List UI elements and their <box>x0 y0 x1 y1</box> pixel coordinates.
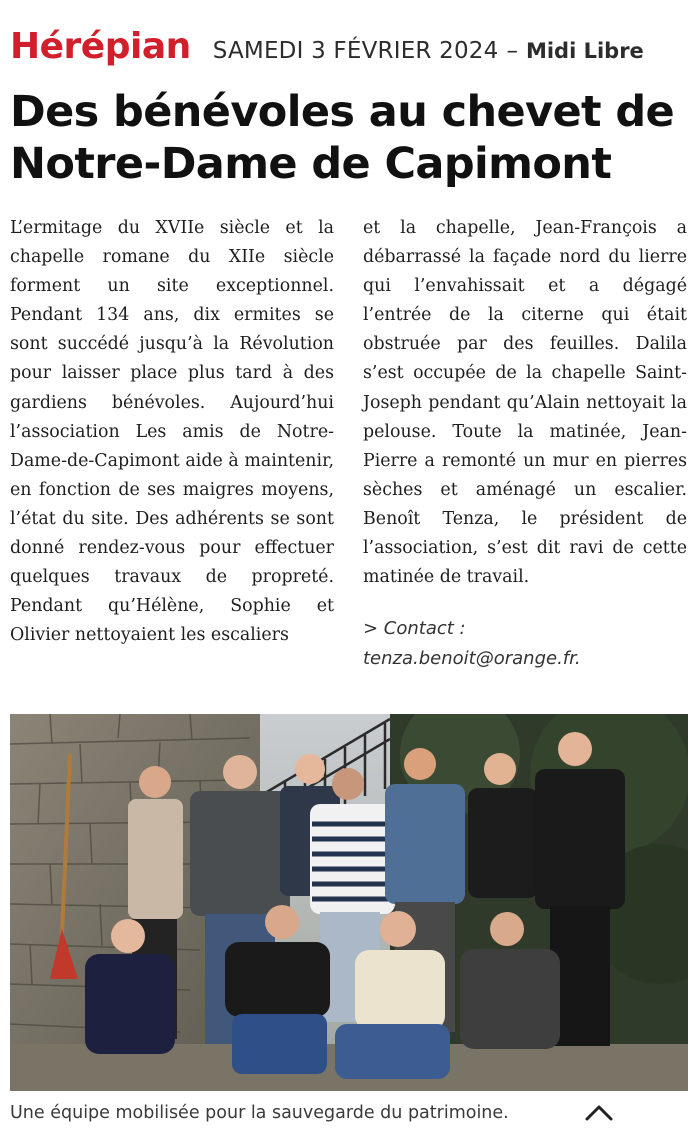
article-column-right <box>363 214 687 674</box>
article-column-left <box>10 214 334 650</box>
group-photo <box>10 714 688 1091</box>
chevron-up-icon[interactable] <box>583 1100 615 1126</box>
contact-label: > Contact : <box>363 618 466 640</box>
article-header <box>10 26 644 67</box>
contact-email: tenza.benoit@orange.fr. <box>363 648 581 670</box>
publication-date: SAMEDI 3 FÉVRIER 2024 <box>212 38 499 64</box>
header-separator: – <box>506 38 518 64</box>
newspaper-name: Midi Libre <box>525 39 644 63</box>
contact-block <box>363 614 687 674</box>
group-photo-illustration <box>10 714 688 1091</box>
photo-caption: Une équipe mobilisée pour la sauvegarde du patrimoine. <box>10 1103 509 1123</box>
article-text-right: et la chapelle, Jean-François a débarrassé la façade nord du lierre qui l’envahissait et a dégagé l’entrée de la citerne qui était obstruée par des feuilles. Dalila s’est occupée de la chapelle Saint-Joseph pendant qu’Alain nettoyait la pelouse. Toute la matinée, Jean-Pierre a remonté un mur en pierres sèches et aménagé un escalier. Benoît Tenza, le président de l’association, s’est dit ravi de cette matinée de travail. <box>363 218 687 588</box>
article-headline: Des bénévoles au chevet de Notre-Dame de Capimont <box>10 87 675 189</box>
town-name: Hérépian <box>10 26 191 67</box>
article-text-left: L’ermitage du XVIIe siècle et la chapelle romane du XIIe siècle forment un site exceptionnel. Pendant 134 ans, dix ermites se sont succédé jusqu’à la Révolution pour laisser place plus tard à des gardiens bénévoles. Aujourd’hui l’association Les amis de Notre-Dame-de-Capimont aide à maintenir, en fonction de ses maigres moyens, l’état du site. Des adhérents se sont donné rendez-vous pour effectuer quelques travaux de propreté. Pendant qu’Hélène, Sophie et Olivier nettoyaient les escaliers <box>10 218 334 646</box>
